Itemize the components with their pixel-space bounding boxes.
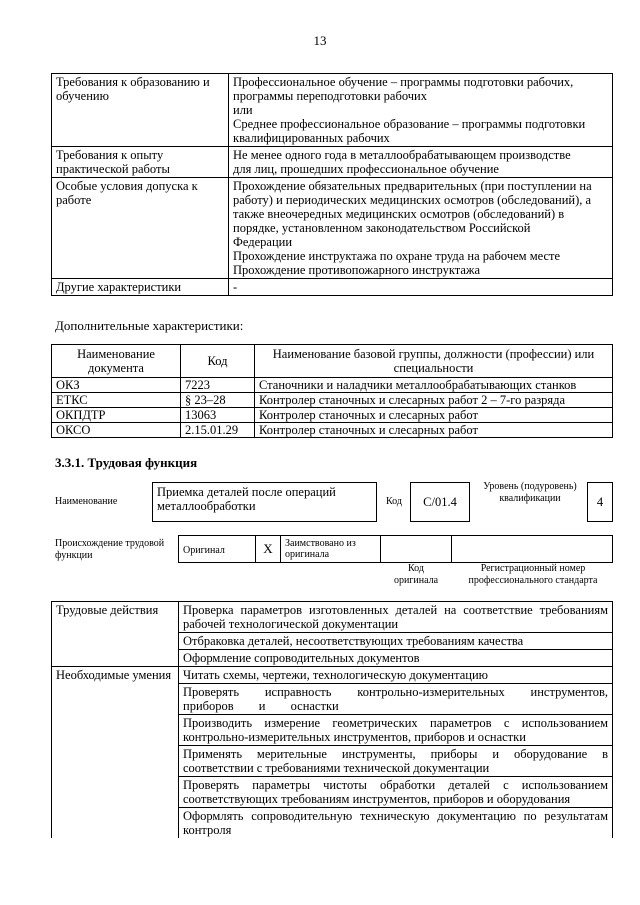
column-header: Наименование базовой группы, должности (профессии) или специальности: [255, 345, 613, 378]
table-row: [52, 667, 613, 684]
text-line: для лиц, прошедших профессиональное обучение: [233, 162, 499, 176]
text-line: Профессиональное обучение – программы подготовки рабочих,: [233, 75, 574, 89]
function-name-box: Приемка деталей после операций металлообработки: [152, 482, 377, 522]
table-row: [52, 393, 613, 408]
row-label: Другие характеристики: [52, 279, 229, 296]
row-label: Требования к опыту практической работы: [52, 147, 229, 178]
text-line: программы переподготовки рабочих: [233, 89, 427, 103]
text-line: Среднее профессиональное образование – программы подготовки: [233, 117, 586, 131]
original-code-box: [380, 535, 452, 563]
row-label: Необходимые умения: [52, 667, 179, 839]
column-header: Наименование документа: [52, 345, 181, 378]
cell: Оформление сопроводительных документов: [179, 650, 613, 667]
text-line: работу) и периодических медицинских осмотров (обследований), а: [233, 193, 592, 207]
cell: Читать схемы, чертежи, технологическую документацию: [179, 667, 613, 684]
text-line: квалифицированных рабочих: [233, 131, 390, 145]
reg-number-box: [451, 535, 613, 563]
origin-label: Происхождение трудовой функции: [55, 538, 165, 561]
table-row: [52, 378, 613, 393]
table-header-row: [52, 345, 613, 378]
row-label: Требования к образованию и обучению: [52, 74, 229, 147]
cell: Проверка параметров изготовленных деталей на соответствие требованиям рабочей технологической документации: [179, 602, 613, 633]
row-value: [229, 279, 613, 296]
name-label: Наименование: [55, 496, 118, 507]
table-row: [52, 423, 613, 438]
borrowed-box: Заимствовано из оригинала: [280, 535, 381, 563]
table-row: [52, 147, 613, 178]
function-details-table: [51, 601, 613, 838]
cell: Контролер станочных и слесарных работ 2 – 7-го разряда: [255, 393, 613, 408]
column-header: Код: [181, 345, 255, 378]
code-caption: Код оригинала: [393, 563, 439, 586]
cell: Проверять параметры чистоты обработки деталей с использованием соответствующих требованиям инструментов, приборов и оборудования: [179, 777, 613, 808]
cell: Производить измерение геометрических параметров с использованием контрольно-измерительных инструментов, приборов и оснастки: [179, 715, 613, 746]
cell: 13063: [181, 408, 255, 423]
table-row: [52, 279, 613, 296]
text-line: также внеочередных медицинских осмотров (обследований) в: [233, 207, 565, 221]
table-row: [52, 408, 613, 423]
cell: ОКПДТР: [52, 408, 181, 423]
table-row: [52, 602, 613, 633]
cell: 2.15.01.29: [181, 423, 255, 438]
text-line: Прохождение обязательных предварительных (при поступлении на: [233, 179, 592, 193]
text-line: Прохождение противопожарного инструктажа: [233, 263, 481, 277]
section-title: 3.3.1. Трудовая функция: [55, 455, 198, 470]
row-value: [229, 74, 613, 147]
table-row: [52, 74, 613, 147]
level-value-box: 4: [587, 482, 613, 522]
row-value: [229, 178, 613, 279]
cell: Проверять исправность контрольно-измерительных инструментов, приборов и оснастки: [179, 684, 613, 715]
cell: Отбраковка деталей, несоответствующих требованиям качества: [179, 633, 613, 650]
text-line: Прохождение инструктажа по охране труда на рабочем месте: [233, 249, 561, 263]
cell: Контролер станочных и слесарных работ: [255, 423, 613, 438]
code-label: Код: [386, 496, 402, 507]
cell: ОКЗ: [52, 378, 181, 393]
text-line: или: [233, 103, 253, 117]
cell: Применять мерительные инструменты, приборы и оборудование в соответствии с требованиями технической документации: [179, 746, 613, 777]
reg-caption: Регистрационный номер профессионального стандарта: [468, 563, 598, 586]
cell: ЕТКС: [52, 393, 181, 408]
function-code-box: С/01.4: [410, 482, 470, 522]
cell: Станочники и наладчики металлообрабатывающих станков: [255, 378, 613, 393]
original-mark: X: [255, 535, 281, 563]
table-row: [52, 178, 613, 279]
text-line: порядке, установленном законодательством Российской: [233, 221, 531, 235]
requirements-table: [51, 73, 613, 296]
row-label: Особые условия допуска к работе: [52, 178, 229, 279]
cell: ОКСО: [52, 423, 181, 438]
cell: 7223: [181, 378, 255, 393]
cell: Контролер станочных и слесарных работ: [255, 408, 613, 423]
additional-title: Дополнительные характеристики:: [55, 318, 244, 333]
cell: § 23–28: [181, 393, 255, 408]
text-line: Федерации: [233, 235, 293, 249]
text-line: -: [233, 280, 238, 294]
page-number: 13: [313, 33, 327, 48]
original-box: Оригинал: [178, 535, 256, 563]
level-label: Уровень (подуровень) квалификации: [483, 481, 577, 504]
text-line: Не менее одного года в металлообрабатывающем производстве: [233, 148, 571, 162]
cell: Оформлять сопроводительную техническую документацию по результатам контроля: [179, 808, 613, 839]
classification-table: [51, 344, 613, 438]
row-value: [229, 147, 613, 178]
row-label: Трудовые действия: [52, 602, 179, 667]
